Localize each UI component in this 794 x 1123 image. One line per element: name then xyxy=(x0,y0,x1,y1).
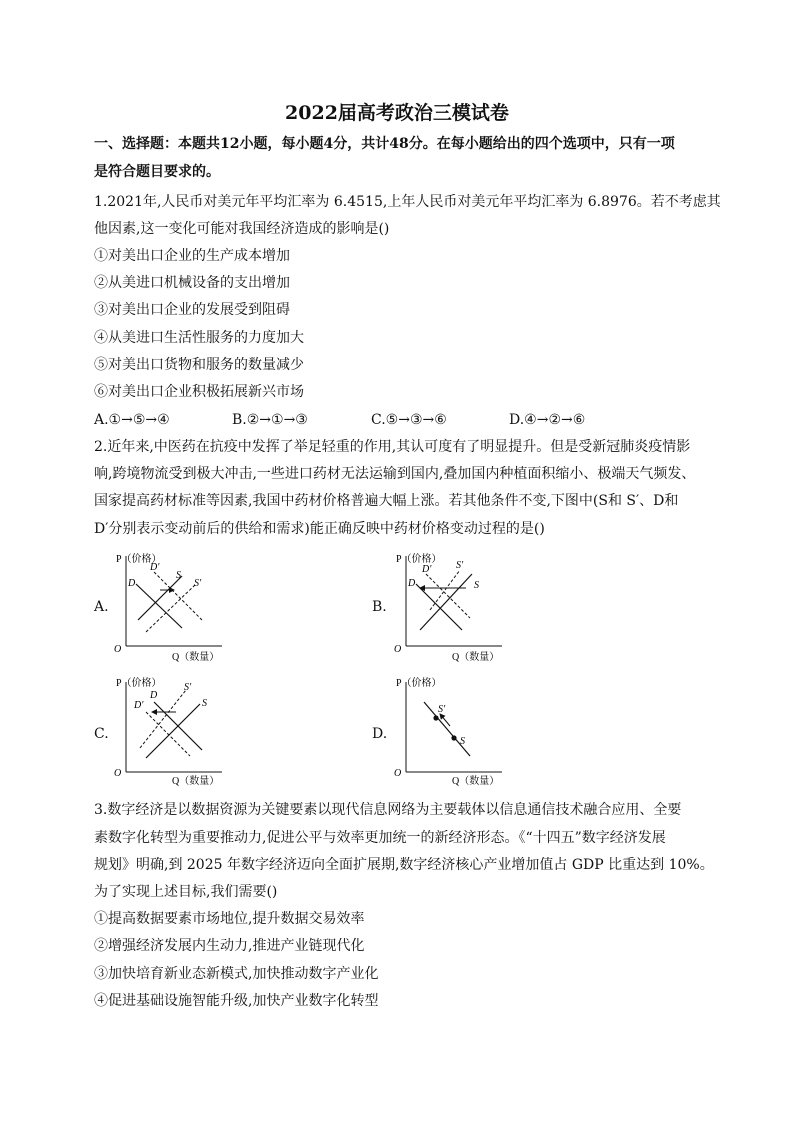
label-s-prime: S′ xyxy=(194,578,202,589)
label-s: S xyxy=(474,580,479,591)
curve-line xyxy=(424,702,470,756)
x-axis-label: Q（数量） xyxy=(172,652,220,663)
q3-item: ②增强经济发展内生动力,推进产业链现代化 xyxy=(94,938,365,954)
x-axis-label: Q（数量） xyxy=(452,776,500,787)
graph-c xyxy=(110,672,230,790)
q2-option-a[interactable]: A. xyxy=(94,599,109,615)
q1-option-c[interactable]: C.⑤→③→⑥ xyxy=(371,412,447,428)
x-axis-label: Q（数量） xyxy=(452,652,500,663)
q1-option-d[interactable]: D.④→②→⑥ xyxy=(509,412,586,428)
label-d-prime: D′ xyxy=(150,562,160,573)
label-d-prime: D′ xyxy=(422,564,432,575)
supply-curve-s xyxy=(420,574,472,630)
origin-label: O xyxy=(114,644,122,655)
origin-label: O xyxy=(394,768,402,779)
label-s-prime: S′ xyxy=(456,560,464,571)
q1-item: ③对美出口企业的发展受到阻碍 xyxy=(94,302,290,318)
label-d: D xyxy=(150,690,158,701)
q1-item: ⑥对美出口企业积极拓展新兴市场 xyxy=(94,384,304,400)
q2-option-d[interactable]: D. xyxy=(372,726,388,742)
q1-item: ⑤对美出口货物和服务的数量减少 xyxy=(94,357,304,373)
graph-a xyxy=(110,548,230,666)
q1-stem-line-1: 1.2021年,人民币对美元年平均汇率为 6.4515,上年人民币对美元年平均汇率为 6.8976。若不考虑其 xyxy=(94,194,721,210)
q3-item: ④促进基础设施智能升级,加快产业数字化转型 xyxy=(94,993,379,1009)
demand-curve-d xyxy=(416,584,462,630)
y-axis-label: P（价格） xyxy=(396,554,442,565)
q2-option-c[interactable]: C. xyxy=(94,726,109,742)
label-s-prime: S′ xyxy=(438,704,446,715)
q3-stem-line-2: 素数字化转型为重要推动力,促进公平与效率更加统一的新经济形态。《“十四五”数字经济发展 xyxy=(94,830,666,846)
q1-item: ②从美进口机械设备的支出增加 xyxy=(94,275,290,291)
q2-stem-line-3: 国家提高药材标准等因素,我国中药材价格普遍大幅上涨。若其他条件不变,下图中(S和 S′、D和 xyxy=(94,493,679,509)
y-axis-label: P（价格） xyxy=(116,678,162,689)
label-d: D xyxy=(128,578,136,589)
label-d: D xyxy=(408,578,416,589)
graph-b xyxy=(390,548,510,666)
shift-arrow xyxy=(440,714,450,726)
section-heading-line-1: 一、选择题：本题共12小题，每小题4分，共计48分。在每小题给出的四个选项中，只有一项 xyxy=(94,136,675,152)
q2-stem-line-4: D′分别表示变动前后的供给和需求)能正确反映中药材价格变动过程的是() xyxy=(94,521,545,537)
q1-stem-line-2: 他因素,这一变化可能对我国经济造成的影响是() xyxy=(94,221,390,237)
y-axis-label: P（价格） xyxy=(396,678,442,689)
y-axis-label: P（价格） xyxy=(116,554,162,565)
q2-option-b[interactable]: B. xyxy=(372,599,387,615)
origin-label: O xyxy=(394,644,402,655)
label-d-prime: D′ xyxy=(134,700,144,711)
point-s xyxy=(451,735,456,740)
supply-curve-s-prime xyxy=(140,690,186,748)
supply-curve-s xyxy=(138,576,182,620)
point-s-prime xyxy=(433,715,438,720)
q3-stem-line-3: 规划》明确,到 2025 年数字经济迈向全面扩展期,数字经济核心产业增加值占 GDP 比重达到 10%。 xyxy=(94,857,714,873)
graph-d xyxy=(390,672,510,790)
label-s-prime: S′ xyxy=(184,682,192,693)
q2-stem-line-2: 响,跨境物流受到极大冲击,一些进口药材无法运输到国内,叠加国内种植面积缩小、极端天气频发、 xyxy=(94,466,696,482)
supply-curve-s-prime xyxy=(146,584,196,632)
q2-stem-line-1: 2.近年来,中医药在抗疫中发挥了举足轻重的作用,其认可度有了明显提升。但是受新冠肺炎疫情影 xyxy=(94,439,691,455)
label-s: S xyxy=(460,736,465,747)
q3-stem-line-4: 为了实现上述目标,我们需要() xyxy=(94,884,278,900)
label-s: S xyxy=(176,570,181,581)
origin-label: O xyxy=(114,768,122,779)
demand-curve-d xyxy=(136,584,182,628)
q1-option-a[interactable]: A.①→⑤→④ xyxy=(94,412,170,428)
q1-option-b[interactable]: B.②→①→③ xyxy=(232,412,308,428)
q3-item: ③加快培育新业态新模式,加快推动数字产业化 xyxy=(94,966,379,982)
demand-curve-d-prime xyxy=(146,712,190,756)
page-title: 2022届高考政治三模试卷 xyxy=(285,102,509,124)
x-axis-label: Q（数量） xyxy=(172,776,220,787)
q1-item: ①对美出口企业的生产成本增加 xyxy=(94,248,290,264)
label-s: S xyxy=(202,698,207,709)
q1-item: ④从美进口生活性服务的力度加大 xyxy=(94,330,304,346)
section-heading-line-2: 是符合题目要求的。 xyxy=(94,164,220,180)
q3-item: ①提高数据要素市场地位,提升数据交易效率 xyxy=(94,911,365,927)
demand-curve-d-prime xyxy=(426,574,470,618)
q3-stem-line-1: 3.数字经济是以数据资源为关键要素以现代信息网络为主要载体以信息通信技术融合应用、全要 xyxy=(94,802,682,818)
